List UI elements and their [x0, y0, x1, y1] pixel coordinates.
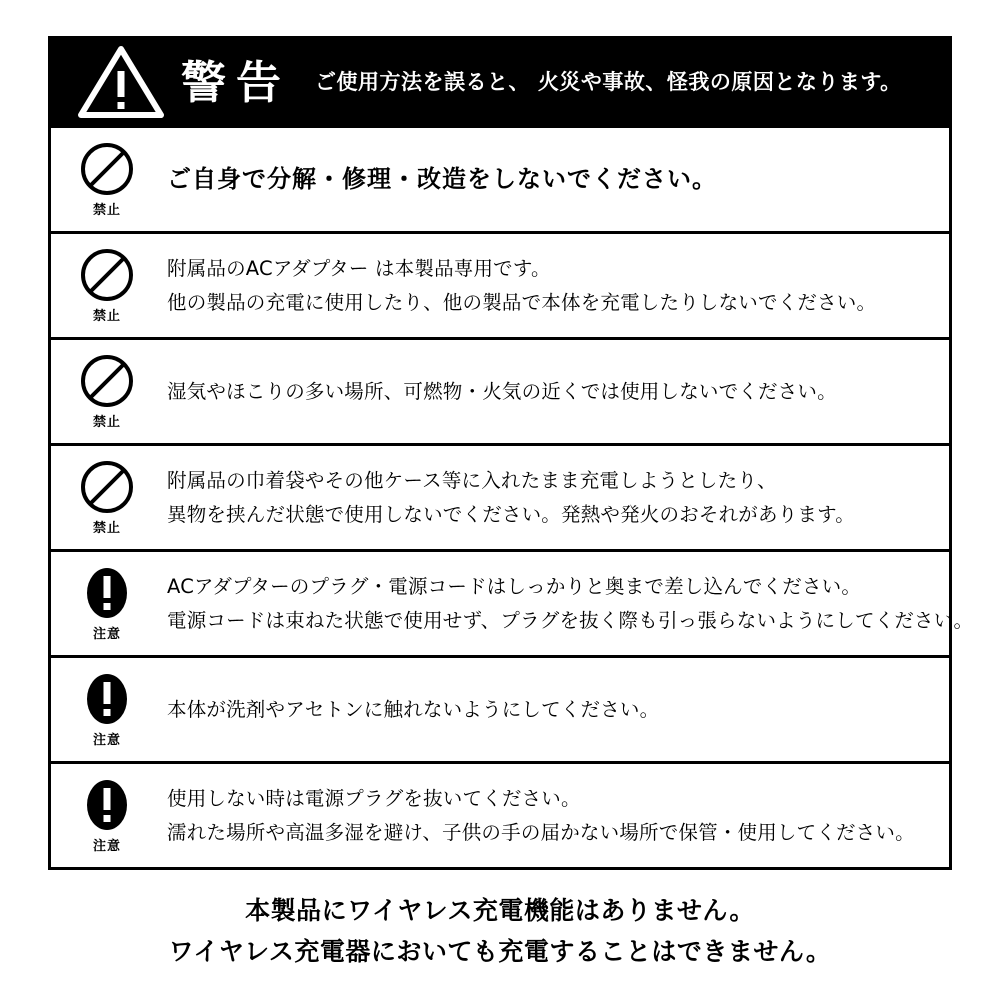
icon-cell: [51, 771, 163, 860]
warning-row-text: [163, 244, 949, 327]
icon-label: 禁止: [92, 521, 121, 536]
warning-row-line: 使用しない時は電源プラグを抜いてください。: [167, 786, 581, 810]
warning-row-text: [163, 151, 949, 208]
warning-header-text: [315, 66, 939, 99]
icon-label: 禁止: [92, 415, 121, 430]
warning-triangle-icon: [61, 45, 181, 119]
icon-label: 注意: [92, 733, 121, 748]
icon-label: 注意: [92, 839, 121, 854]
warning-row-line: 附属品の巾着袋やその他ケース等に入れたまま充電しようとしたり、: [167, 468, 777, 492]
footer-note: [0, 890, 1000, 973]
warning-row-line: 異物を挟んだ状態で使用しないでください。発熱や発火のおそれがあります。: [167, 502, 855, 526]
warning-header: [51, 39, 949, 125]
warning-row: [51, 443, 949, 549]
warning-row-line: 湿気やほこりの多い場所、可燃物・火気の近くでは使用しないでください。: [167, 379, 837, 403]
prohibition-icon: [79, 141, 135, 197]
warning-row-line: ACアダプターのプラグ・電源コードはしっかりと奥まで差し込んでください。: [167, 574, 862, 598]
warning-row: [51, 337, 949, 443]
warning-row-text: [163, 562, 989, 645]
warning-header-line: 火災や事故、怪我の原因となります。: [537, 69, 902, 94]
icon-label: 禁止: [92, 309, 121, 324]
warning-row-line: 本体が洗剤やアセトンに触れないようにしてください。: [167, 697, 660, 721]
prohibition-icon: [79, 353, 135, 409]
prohibition-icon: [79, 459, 135, 515]
warning-row: [51, 655, 949, 761]
icon-cell: [51, 347, 163, 436]
warning-row: [51, 761, 949, 867]
warning-row-line: 附属品のACアダプター は本製品専用です。: [167, 256, 551, 280]
warning-row-text: [163, 456, 949, 539]
footer-line: 本製品にワイヤレス充電機能はありません。: [245, 896, 755, 925]
icon-cell: [51, 453, 163, 542]
caution-exclamation-icon: [79, 777, 135, 833]
warning-row-line: 濡れた場所や高温多湿を避け、子供の手の届かない場所で保管・使用してください。: [167, 820, 915, 844]
warning-row-text: [163, 685, 949, 735]
warning-row: [51, 125, 949, 231]
icon-label: 注意: [92, 627, 121, 642]
warning-row-line: 他の製品の充電に使用したり、他の製品で本体を充電したりしないでください。: [167, 290, 877, 314]
warning-header-line: ご使用方法を誤ると、: [315, 69, 531, 94]
icon-cell: [51, 665, 163, 754]
icon-cell: [51, 135, 163, 224]
icon-cell: [51, 241, 163, 330]
warning-row-line: ご自身で分解・修理・改造をしないでください。: [167, 164, 717, 193]
warning-row: [51, 231, 949, 337]
footer-line: ワイヤレス充電器においても充電することはできません。: [168, 937, 832, 967]
warning-row-text: [163, 774, 949, 857]
warning-keyword: 警告: [181, 55, 292, 109]
warning-row: [51, 549, 974, 655]
prohibition-icon: [79, 247, 135, 303]
warning-table: [48, 36, 974, 870]
icon-label: 禁止: [92, 203, 121, 218]
warning-row-text: [163, 367, 949, 417]
caution-exclamation-icon: [79, 671, 135, 727]
icon-cell: [51, 559, 163, 648]
caution-exclamation-icon: [79, 565, 135, 621]
warning-row-line: 電源コードは束ねた状態で使用せず、プラグを抜く際も引っ張らないようにしてください。: [167, 608, 974, 632]
